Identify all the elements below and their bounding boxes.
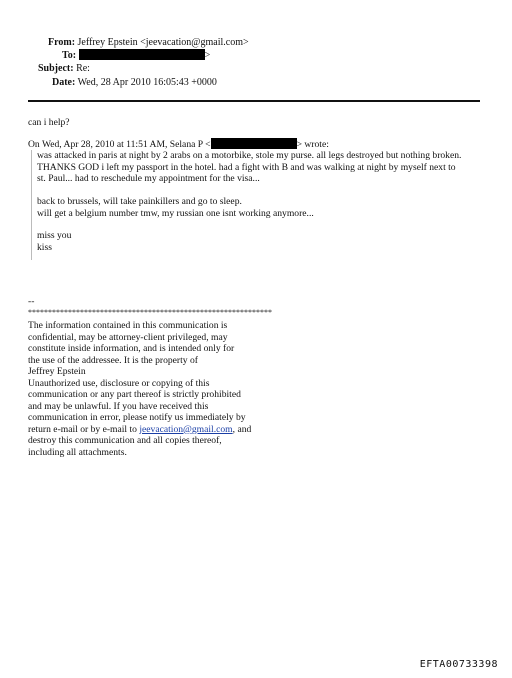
date-label: Date: — [52, 77, 76, 88]
disclaimer-line — [28, 424, 251, 436]
document-id: EFTA00733398 — [419, 659, 498, 670]
quoted-line: miss you — [37, 230, 72, 241]
quoted-line: was attacked in paris at night by 2 arabs on a motorbike, stole my purse. all legs destroyed but nothing broken. — [37, 150, 462, 161]
subject-value: Re: — [76, 63, 90, 74]
subject-row — [38, 62, 90, 75]
signature-stars: ************************************************************* — [28, 308, 272, 317]
disclaimer-line: confidential, may be attorney-client privileged, may — [28, 331, 228, 343]
signature-dashes: -- — [28, 296, 35, 307]
to-row — [62, 49, 210, 62]
disclaimer-line: the use of the addressee. It is the property of — [28, 354, 198, 366]
date-row — [52, 76, 217, 89]
quoted-line: st. Paul... had to reschedule my appointment for the visa... — [37, 173, 260, 184]
quote-bar — [31, 150, 32, 260]
from-row — [48, 36, 249, 49]
disclaimer-text: return e-mail or by e-mail to — [28, 423, 140, 435]
quoted-line: THANKS GOD i left my passport in the hotel. had a fight with B and was walking at night by myself next to — [37, 161, 456, 173]
quote-header-prefix: On Wed, Apr 28, 2010 at 11:51 AM, Selana P < — [28, 139, 211, 150]
redaction-box — [211, 138, 297, 149]
disclaimer-line: constitute inside information, and is intended only for — [28, 343, 235, 354]
disclaimer-line: destroy this communication and all copies thereof, — [28, 435, 222, 446]
disclaimer-line: Unauthorized use, disclosure or copying of this — [28, 377, 210, 389]
disclaimer-line: communication or any part thereof is strictly prohibited — [28, 389, 241, 400]
quote-header — [28, 138, 329, 151]
to-label: To: — [62, 50, 77, 61]
to-suffix: > — [204, 50, 211, 61]
disclaimer-line: and may be unlawful. If you have received this — [28, 400, 209, 412]
quote-header-suffix: > wrote: — [296, 139, 329, 150]
quoted-line: back to brussels, will take painkillers and go to sleep. — [37, 196, 242, 207]
quoted-line: will get a belgium number tmw, my russian one isnt working anymore... — [37, 207, 314, 219]
email-link[interactable]: jeevacation@gmail.com — [139, 423, 233, 435]
reply-text: can i help? — [28, 117, 70, 128]
subject-label: Subject: — [38, 63, 74, 74]
disclaimer-text: , and — [232, 423, 252, 435]
quoted-line: kiss — [37, 241, 52, 253]
header-divider — [28, 100, 480, 102]
disclaimer-line: Jeffrey Epstein — [28, 366, 86, 377]
disclaimer-line: including all attachments. — [28, 446, 127, 458]
disclaimer-line: communication in error, please notify us immediately by — [28, 412, 246, 423]
disclaimer-line: The information contained in this communication is — [28, 320, 228, 331]
from-label: From: — [48, 37, 76, 48]
redaction-box — [79, 49, 205, 60]
from-value: Jeffrey Epstein <jeevacation@gmail.com> — [77, 37, 249, 48]
date-value: Wed, 28 Apr 2010 16:05:43 +0000 — [77, 77, 217, 88]
